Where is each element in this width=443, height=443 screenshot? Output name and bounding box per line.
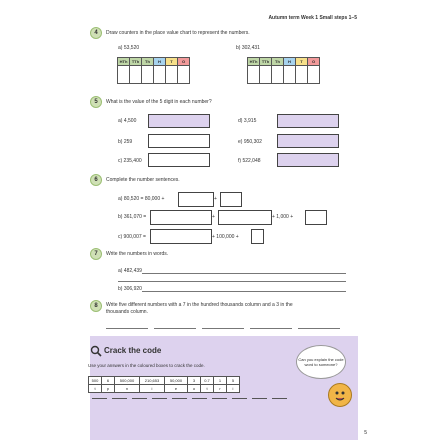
code-letter: p	[102, 385, 115, 393]
bubble-text: Can you explain the code word to someone?	[298, 357, 344, 367]
pv-column-header: HTh	[118, 58, 130, 66]
code-letter: t	[201, 385, 214, 393]
code-letter: o	[188, 385, 201, 393]
question-number: 6	[90, 174, 102, 186]
item-label: b) 259	[118, 139, 133, 145]
code-number: 5	[227, 377, 240, 385]
code-title: Crack the code	[104, 346, 162, 355]
question-number: 4	[90, 27, 102, 39]
code-letter: r	[214, 385, 227, 393]
code-number: 500,000	[115, 377, 140, 385]
page-number: 5	[364, 430, 367, 436]
item-label: b) 302,431	[236, 45, 260, 51]
code-number: 50,000	[165, 377, 188, 385]
answer-box[interactable]	[251, 229, 264, 244]
pv-column-header: HTh	[248, 58, 260, 66]
code-instructions: Use your answers in the coloured boxes to crack the code.	[88, 363, 205, 368]
pv-cell[interactable]	[154, 66, 166, 84]
code-number: 210,653	[140, 377, 165, 385]
answer-line[interactable]	[250, 328, 292, 329]
code-table	[88, 376, 240, 393]
pv-cell[interactable]	[118, 66, 130, 84]
question-number: 8	[90, 300, 102, 312]
item-label: c) 235,400	[118, 158, 142, 164]
answer-box[interactable]	[305, 210, 327, 225]
character-icon	[328, 383, 352, 407]
code-letter-line[interactable]	[92, 398, 107, 399]
sentence-part: + 1,000 +	[272, 214, 294, 220]
code-letter: e	[165, 385, 188, 393]
pv-column-header: O	[178, 58, 190, 66]
code-number: 6	[102, 377, 115, 385]
page-header: Autumn term Week 1 Small steps 1–5	[268, 15, 357, 21]
item-label: f) 522,048	[238, 158, 261, 164]
code-letter-line[interactable]	[152, 398, 167, 399]
pv-cell[interactable]	[166, 66, 178, 84]
code-number: 0.7	[201, 377, 214, 385]
pv-column-header: H	[284, 58, 296, 66]
pv-column-header: TTh	[260, 58, 272, 66]
pv-column-header: T	[296, 58, 308, 66]
answer-box[interactable]	[218, 210, 272, 225]
question-number: 5	[90, 96, 102, 108]
answer-line[interactable]	[154, 328, 196, 329]
pv-cell[interactable]	[130, 66, 142, 84]
code-letter-line[interactable]	[172, 398, 187, 399]
item-label: a) 482,439	[118, 268, 142, 274]
item-label: a) 4,500	[118, 118, 137, 124]
item-label: e) 950,302	[238, 139, 262, 145]
question-text: Complete the number sentences.	[106, 177, 180, 183]
code-letter: i	[227, 385, 240, 393]
code-number: 1	[214, 377, 227, 385]
answer-line[interactable]	[202, 328, 244, 329]
answer-line[interactable]	[298, 328, 340, 329]
item-label: a) 53,520	[118, 45, 140, 51]
answer-box[interactable]	[150, 229, 212, 244]
answer-box[interactable]	[178, 192, 214, 207]
answer-line[interactable]	[106, 328, 148, 329]
answer-box[interactable]	[277, 114, 339, 128]
code-letter-line[interactable]	[212, 398, 227, 399]
code-letter: i	[140, 385, 165, 393]
plus-sign: +	[214, 196, 217, 202]
answer-box[interactable]	[148, 114, 210, 128]
sentence-part: + 100,000 +	[212, 234, 239, 240]
answer-box[interactable]	[148, 134, 210, 148]
item-label: b) 306,920	[118, 286, 142, 292]
code-letter-line[interactable]	[252, 398, 267, 399]
pv-column-header: O	[308, 58, 320, 66]
answer-box[interactable]	[150, 210, 212, 225]
item-label: a) 80,520 = 80,000 +	[118, 196, 165, 202]
pv-column-header: TTh	[130, 58, 142, 66]
answer-line[interactable]	[142, 291, 346, 292]
pv-cell[interactable]	[308, 66, 320, 84]
pv-cell[interactable]	[178, 66, 190, 84]
speech-bubble	[296, 345, 346, 379]
magnifier-icon	[90, 345, 102, 357]
pv-cell[interactable]	[272, 66, 284, 84]
place-value-chart-b	[247, 57, 320, 84]
pv-column-header: Th	[142, 58, 154, 66]
code-word-lines	[92, 398, 292, 399]
code-letter-line[interactable]	[192, 398, 207, 399]
answer-line[interactable]	[142, 273, 346, 274]
code-letter: t	[89, 385, 102, 393]
code-letter-line[interactable]	[272, 398, 287, 399]
code-number: 500	[89, 377, 102, 385]
pv-cell[interactable]	[284, 66, 296, 84]
item-label: d) 3,915	[238, 118, 257, 124]
question-text: Draw counters in the place value chart to represent the numbers.	[106, 30, 250, 36]
pv-cell[interactable]	[248, 66, 260, 84]
question-text: What is the value of the 5 digit in each number?	[106, 99, 212, 105]
plus-sign: +	[212, 214, 215, 220]
code-letter-line[interactable]	[132, 398, 147, 399]
question-text: Write five different numbers with a 7 in the hundred thousands column and a 3 in the thousands column.	[106, 302, 293, 315]
pv-column-header: Th	[272, 58, 284, 66]
pv-column-header: T	[166, 58, 178, 66]
code-number: 3	[188, 377, 201, 385]
place-value-chart-a	[117, 57, 190, 84]
pv-cell[interactable]	[260, 66, 272, 84]
item-label: c) 900,007 =	[118, 234, 146, 240]
answer-box[interactable]	[220, 192, 242, 207]
question-text: Write the numbers in words.	[106, 251, 169, 257]
answer-line[interactable]	[118, 281, 346, 282]
answer-box[interactable]	[148, 153, 210, 167]
pv-column-header: H	[154, 58, 166, 66]
code-letter-line[interactable]	[112, 398, 127, 399]
answer-box[interactable]	[277, 153, 339, 167]
question-number: 7	[90, 248, 102, 260]
item-label: b) 361,070 =	[118, 214, 147, 220]
pv-cell[interactable]	[142, 66, 154, 84]
code-letter: n	[115, 385, 140, 393]
pv-cell[interactable]	[296, 66, 308, 84]
code-letter-line[interactable]	[232, 398, 247, 399]
answer-box[interactable]	[277, 134, 339, 148]
